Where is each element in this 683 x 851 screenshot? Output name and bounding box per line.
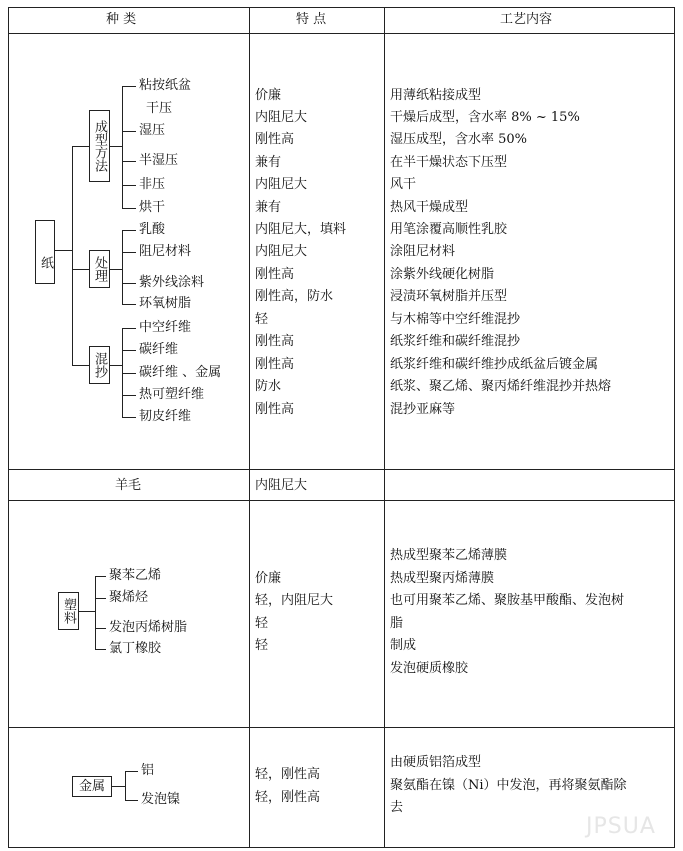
feature-cell: 刚性高 bbox=[255, 334, 295, 349]
process-cell: 涂阻尼材料 bbox=[390, 244, 456, 259]
feature-cell: 轻，内阻尼大 bbox=[255, 593, 334, 608]
feature-cell: 轻，刚性高 bbox=[255, 767, 321, 782]
list-item: 干压 bbox=[146, 101, 173, 116]
process-cell: 热成型聚丙烯薄膜 bbox=[390, 571, 495, 586]
watermark-text: JPSUA bbox=[586, 814, 656, 839]
process-cell: 也可用聚苯乙烯、聚胺基甲酸酯、发泡树 bbox=[390, 593, 625, 608]
list-item: 半湿压 bbox=[139, 153, 179, 168]
paper-label: 纸 bbox=[35, 220, 55, 284]
treatment-box: 处理 bbox=[89, 250, 110, 288]
feature-cell: 内阻尼大 bbox=[255, 110, 308, 125]
process-cell: 纸浆纤维和碳纤维混抄 bbox=[390, 334, 521, 349]
feature-cell: 轻，刚性高 bbox=[255, 790, 321, 805]
feature-cell: 兼有 bbox=[255, 200, 282, 215]
feature-cell: 刚性高 bbox=[255, 357, 295, 372]
process-cell: 热成型聚苯乙烯薄膜 bbox=[390, 548, 508, 563]
list-item: 聚烯烃 bbox=[109, 590, 149, 605]
list-item: 乳酸 bbox=[139, 222, 166, 237]
feature-cell: 轻 bbox=[255, 312, 269, 327]
feature-cell: 刚性高 bbox=[255, 402, 295, 417]
mixing-box: 混抄 bbox=[89, 346, 110, 384]
list-item: 碳纤维 、金属 bbox=[139, 365, 222, 380]
process-cell: 用薄纸粘接成型 bbox=[390, 88, 482, 103]
feature-cell: 轻 bbox=[255, 616, 269, 631]
plastic-box: 塑料 bbox=[58, 592, 79, 630]
process-cell: 制成 bbox=[390, 638, 417, 653]
feature-cell: 内阻尼大 bbox=[255, 478, 308, 493]
feature-cell: 内阻尼大 bbox=[255, 244, 308, 259]
feature-cell: 刚性高 bbox=[255, 267, 295, 282]
process-cell: 脂 bbox=[390, 616, 404, 631]
list-item: 粘按纸盆 bbox=[139, 78, 192, 93]
forming-method-box: 成型方法 bbox=[89, 110, 110, 182]
process-cell: 干燥后成型，含水率 8% ~ 15% bbox=[390, 110, 580, 125]
process-cell: 混抄亚麻等 bbox=[390, 402, 456, 417]
header-feature: 特 点 bbox=[296, 12, 327, 27]
feature-cell: 防水 bbox=[255, 379, 282, 394]
list-item: 发泡丙烯树脂 bbox=[109, 620, 188, 635]
feature-cell: 价廉 bbox=[255, 88, 282, 103]
process-cell: 浸渍环氧树脂并压型 bbox=[390, 289, 508, 304]
list-item: 非压 bbox=[139, 177, 166, 192]
list-item: 氯丁橡胶 bbox=[109, 641, 162, 656]
process-cell: 湿压成型，含水率 50% bbox=[390, 132, 528, 147]
list-item: 中空纤维 bbox=[139, 320, 192, 335]
process-cell: 纸浆纤维和碳纤维抄成纸盆后镀金属 bbox=[390, 357, 599, 372]
list-item: 铝 bbox=[141, 763, 155, 778]
process-cell: 涂紫外线硬化树脂 bbox=[390, 267, 495, 282]
process-cell: 在半干燥状态下压型 bbox=[390, 155, 508, 170]
list-item: 发泡镍 bbox=[141, 792, 181, 807]
process-cell: 风干 bbox=[390, 177, 417, 192]
feature-cell: 内阻尼大 bbox=[255, 177, 308, 192]
feature-cell: 轻 bbox=[255, 638, 269, 653]
feature-cell: 兼有 bbox=[255, 155, 282, 170]
process-cell: 用笔涂覆高顺性乳胶 bbox=[390, 222, 508, 237]
feature-cell: 内阻尼大，填料 bbox=[255, 222, 347, 237]
list-item: 紫外线涂料 bbox=[139, 275, 205, 290]
feature-cell: 刚性高 bbox=[255, 132, 295, 147]
header-kind: 种 类 bbox=[106, 12, 137, 27]
list-item: 环氧树脂 bbox=[139, 296, 192, 311]
list-item: 湿压 bbox=[139, 123, 166, 138]
feature-cell: 价廉 bbox=[255, 571, 282, 586]
process-cell: 去 bbox=[390, 800, 404, 815]
process-cell: 与木棉等中空纤维混抄 bbox=[390, 312, 521, 327]
process-cell: 纸浆、聚乙烯、聚丙烯纤维混抄并热熔 bbox=[390, 379, 612, 394]
process-cell: 热风干燥成型 bbox=[390, 200, 469, 215]
list-item: 烘干 bbox=[139, 200, 166, 215]
list-item: 阻尼材料 bbox=[139, 244, 192, 259]
list-item: 韧皮纤维 bbox=[139, 409, 192, 424]
list-item: 热可塑纤维 bbox=[139, 387, 205, 402]
process-cell: 发泡硬质橡胶 bbox=[390, 661, 469, 676]
list-item: 聚苯乙烯 bbox=[109, 568, 162, 583]
list-item: 碳纤维 bbox=[139, 342, 179, 357]
header-process: 工艺内容 bbox=[500, 12, 553, 27]
process-cell: 聚氨酯在镍（Ni）中发泡，再将聚氨酯除 bbox=[390, 778, 627, 793]
process-cell: 由硬质铝箔成型 bbox=[390, 755, 482, 770]
feature-cell: 刚性高，防水 bbox=[255, 289, 334, 304]
metal-box: 金属 bbox=[72, 776, 112, 797]
wool-label: 羊毛 bbox=[115, 478, 142, 493]
